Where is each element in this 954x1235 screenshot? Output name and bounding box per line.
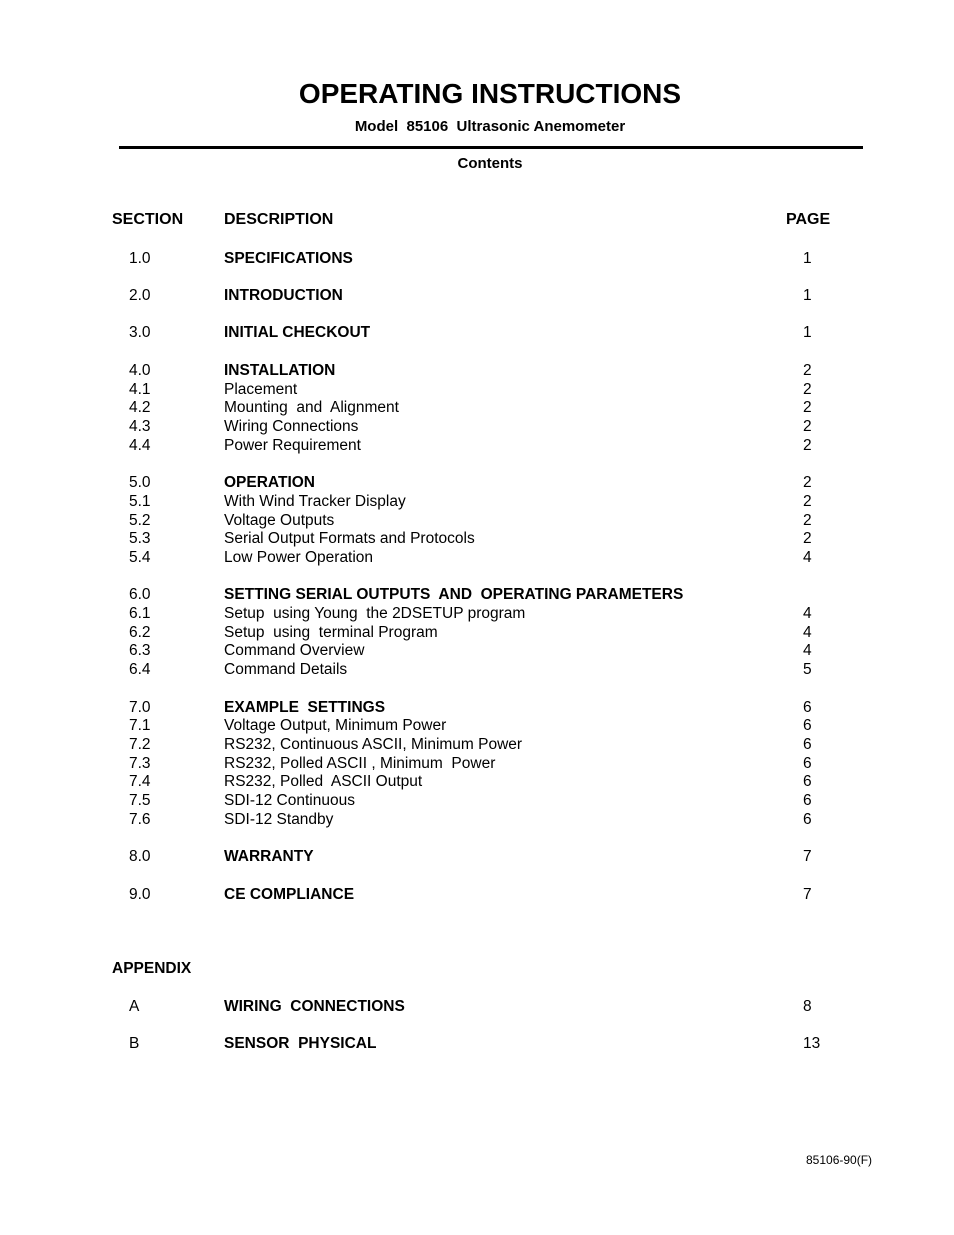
toc-entry-section: 5.2	[129, 512, 151, 529]
toc-entry-description: Command Overview	[224, 642, 365, 659]
toc-entry-page: 8	[803, 998, 812, 1015]
contents-heading: Contents	[457, 155, 523, 172]
toc-entry-description: WARRANTY	[224, 848, 314, 865]
toc-entry-page: 13	[803, 1035, 821, 1052]
toc-entry-description: SDI-12 Continuous	[224, 792, 355, 809]
toc-entry-description: Low Power Operation	[224, 549, 374, 566]
toc-entry-section: 7.3	[129, 755, 151, 772]
toc-entry-description: RS232, Polled ASCII Output	[224, 773, 423, 790]
toc-entry	[0, 585, 954, 604]
toc-entry-section: 2.0	[129, 287, 151, 304]
toc-entry-section: 5.3	[129, 530, 151, 547]
toc-entry-page: 2	[803, 381, 812, 398]
toc-entry	[0, 398, 954, 417]
toc-entry-page: 1	[803, 250, 812, 267]
toc-entry-section: 4.3	[129, 418, 151, 435]
toc-entry-description: WIRING CONNECTIONS	[224, 998, 405, 1015]
toc-entry-page: 2	[803, 474, 812, 491]
toc-entry-description: INTRODUCTION	[224, 287, 343, 304]
toc-entry	[0, 641, 954, 660]
appendix-heading: APPENDIX	[112, 960, 192, 977]
toc-entry-section: 4.0	[129, 362, 151, 379]
toc-entry	[0, 885, 954, 904]
toc-entry-page: 2	[803, 399, 812, 416]
document-number: 85106-90(F)	[806, 1153, 873, 1167]
toc-entry-page: 6	[803, 736, 812, 753]
toc-entry	[0, 660, 954, 679]
toc-entry	[0, 361, 954, 380]
toc-entry-page: 6	[803, 792, 812, 809]
toc-entry-page: 1	[803, 287, 812, 304]
document-subtitle: Model 85106 Ultrasonic Anemometer	[354, 118, 626, 135]
toc-entry	[0, 323, 954, 342]
toc-entry	[0, 735, 954, 754]
toc-entry	[0, 473, 954, 492]
toc-entry-description: Placement	[224, 381, 298, 398]
title-rule	[119, 146, 863, 149]
toc-entry-description: Setup using terminal Program	[224, 624, 438, 641]
toc-entry-section: A	[129, 998, 140, 1015]
page-column-header: PAGE	[786, 211, 831, 228]
toc-entry	[0, 623, 954, 642]
toc-entry-page: 4	[803, 624, 812, 641]
toc-entry	[0, 604, 954, 623]
toc-entry-section: B	[129, 1035, 140, 1052]
toc-entry	[0, 417, 954, 436]
toc-entry-description: Command Details	[224, 661, 348, 678]
toc-entry	[0, 810, 954, 829]
toc-entry-section: 6.1	[129, 605, 151, 622]
toc-entry-page: 2	[803, 493, 812, 510]
toc-entry-section: 1.0	[129, 250, 151, 267]
toc-entry-description: Setup using Young the 2DSETUP program	[224, 605, 526, 622]
toc-entry-section: 6.3	[129, 642, 151, 659]
toc-entry-page: 2	[803, 418, 812, 435]
toc-entry	[0, 436, 954, 455]
toc-entry-description: RS232, Polled ASCII , Minimum Power	[224, 755, 496, 772]
toc-entry	[0, 548, 954, 567]
toc-entry	[0, 847, 954, 866]
toc-entry-section: 5.0	[129, 474, 151, 491]
toc-entry-description: CE COMPLIANCE	[224, 886, 355, 903]
toc-entry-page: 7	[803, 848, 812, 865]
toc-entry-page: 4	[803, 642, 812, 659]
toc-entry	[0, 286, 954, 305]
toc-entry-section: 9.0	[129, 886, 151, 903]
toc-entry-description: RS232, Continuous ASCII, Minimum Power	[224, 736, 523, 753]
toc-entry	[0, 716, 954, 735]
toc-entry-page: 6	[803, 717, 812, 734]
toc-entry-description: Wiring Connections	[224, 418, 359, 435]
toc-entry-section: 7.6	[129, 811, 151, 828]
toc-entry-section: 7.1	[129, 717, 151, 734]
toc-entry	[0, 997, 954, 1016]
toc-entry	[0, 1034, 954, 1053]
toc-entry-description: Voltage Outputs	[224, 512, 335, 529]
toc-entry-description: SETTING SERIAL OUTPUTS AND OPERATING PARAMETERS	[224, 586, 684, 603]
toc-entry-page: 7	[803, 886, 812, 903]
toc-entry-page: 6	[803, 811, 812, 828]
toc-entry-section: 7.4	[129, 773, 151, 790]
toc-entry-section: 5.4	[129, 549, 151, 566]
toc-entry-page: 4	[803, 605, 812, 622]
toc-entry	[0, 249, 954, 268]
toc-entry	[0, 754, 954, 773]
toc-entry-section: 3.0	[129, 324, 151, 341]
toc-entry-section: 7.5	[129, 792, 151, 809]
toc-entry-section: 7.0	[129, 699, 151, 716]
toc-entry-section: 4.2	[129, 399, 151, 416]
toc-entry-description: Serial Output Formats and Protocols	[224, 530, 475, 547]
toc-entry	[0, 492, 954, 511]
toc-entry-description: Voltage Output, Minimum Power	[224, 717, 447, 734]
toc-entry-section: 7.2	[129, 736, 151, 753]
toc-entry-section: 6.0	[129, 586, 151, 603]
toc-entry-description: SENSOR PHYSICAL	[224, 1035, 377, 1052]
toc-entry-description: With Wind Tracker Display	[224, 493, 406, 510]
toc-entry-description: SDI-12 Standby	[224, 811, 334, 828]
toc-entry-description: EXAMPLE SETTINGS	[224, 699, 386, 716]
section-column-header: SECTION	[112, 211, 184, 228]
toc-entry	[0, 698, 954, 717]
toc-entry-page: 1	[803, 324, 812, 341]
toc-entry-description: Mounting and Alignment	[224, 399, 399, 416]
toc-entry-section: 8.0	[129, 848, 151, 865]
toc-entry-section: 4.1	[129, 381, 151, 398]
toc-entry-page: 4	[803, 549, 812, 566]
toc-entry-page: 6	[803, 755, 812, 772]
toc-entry-description: SPECIFICATIONS	[224, 250, 353, 267]
toc-entry-page: 2	[803, 512, 812, 529]
toc-entry-description: INSTALLATION	[224, 362, 336, 379]
description-column-header: DESCRIPTION	[224, 211, 334, 228]
toc-entry-page: 5	[803, 661, 812, 678]
toc-entry-section: 5.1	[129, 493, 151, 510]
toc-entry	[0, 511, 954, 530]
toc-entry	[0, 791, 954, 810]
toc-entry-page: 2	[803, 437, 812, 454]
toc-entry-description: INITIAL CHECKOUT	[224, 324, 371, 341]
document-title: OPERATING INSTRUCTIONS	[298, 78, 682, 109]
toc-entry-page: 6	[803, 773, 812, 790]
toc-entry-section: 6.2	[129, 624, 151, 641]
toc-entry-page: 6	[803, 699, 812, 716]
toc-entry	[0, 772, 954, 791]
toc-entry-description: Power Requirement	[224, 437, 361, 454]
toc-entry-description: OPERATION	[224, 474, 315, 491]
toc-entry-section: 4.4	[129, 437, 151, 454]
toc-entry	[0, 529, 954, 548]
toc-entry	[0, 380, 954, 399]
toc-entry-page: 2	[803, 362, 812, 379]
toc-entry-section: 6.4	[129, 661, 151, 678]
toc-entry-page: 2	[803, 530, 812, 547]
